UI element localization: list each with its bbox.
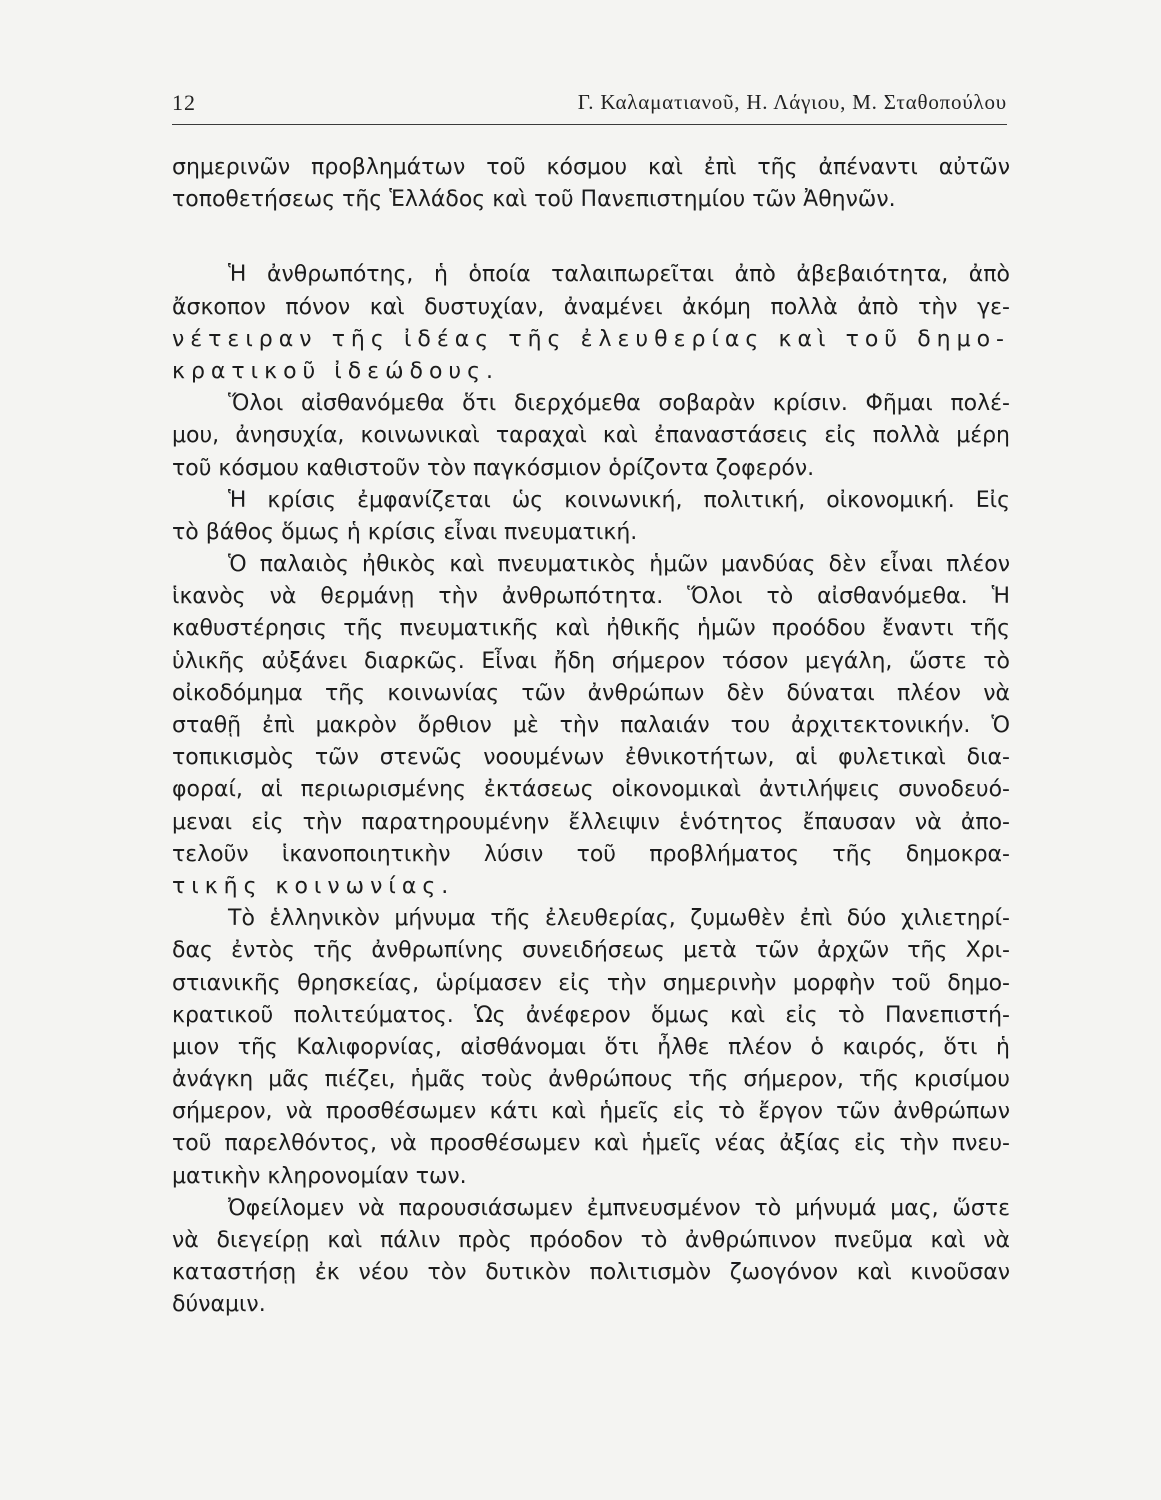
text-line: τοπικισμὸς τῶν στενῶς νοουμένων ἐθνικοτήτων, αἱ φυλετικαὶ δια- <box>172 745 1010 771</box>
text-line: τοῦ παρελθόντος, νὰ προσθέσωμεν καὶ ἡμεῖς νέας ἀξίας εἰς τὴν πνευ- <box>172 1131 1010 1157</box>
text-line: φοραί, αἱ περιωρισμένης ἐκτάσεως οἰκονομικαὶ ἀντιλήψεις συνοδευό- <box>172 777 1010 803</box>
text-line: τικῆς κοινωνίας. <box>172 873 455 899</box>
text-line: ἱκανὸς νὰ θερμάνῃ τὴν ἀνθρωπότητα. Ὅλοι τὸ αἰσθανόμεθα. Ἡ <box>172 584 1010 610</box>
text-line: στιανικῆς θρησκείας, ὡρίμασεν εἰς τὴν σημερινὴν μορφὴν τοῦ δημο- <box>172 970 1010 996</box>
text-line: σήμερον, νὰ προσθέσωμεν κάτι καὶ ἡμεῖς εἰς τὸ ἔργον τῶν ἀνθρώπων <box>172 1099 1010 1125</box>
text-line: μεναι εἰς τὴν παρατηρουμένην ἔλλειψιν ἑνότητος ἔπαυσαν νὰ ἀπο- <box>172 809 1010 835</box>
text-line: τοποθετήσεως τῆς Ἑλλάδος καὶ τοῦ Πανεπιστημίου τῶν Ἀθηνῶν. <box>172 187 896 213</box>
text-line: Τὸ ἑλληνικὸν μήνυμα τῆς ἐλευθερίας, ζυμωθὲν ἐπὶ δύο χιλιετηρί- <box>228 906 1010 932</box>
text-line: οἰκοδόμημα τῆς κοινωνίας τῶν ἀνθρώπων δὲν δύναται πλέον νὰ <box>172 680 1010 706</box>
page-header <box>172 84 1007 125</box>
text-line: κρατικοῦ ἰδεώδους. <box>172 358 500 384</box>
running-head: Γ. Καλαματιανοῦ, Η. Λάγιου, Μ. Σταθοπούλου <box>577 90 1007 114</box>
text-line: κρατικοῦ πολιτεύματος. Ὡς ἀνέφερον ὅμως καὶ εἰς τὸ Πανεπιστή- <box>172 1002 1010 1028</box>
text-line: ἄσκοπον πόνον καὶ δυστυχίαν, ἀναμένει ἀκόμη πολλὰ ἀπὸ τὴν γε- <box>172 294 1010 320</box>
text-line: τοῦ κόσμου καθιστοῦν τὸν παγκόσμιον ὁρίζοντα ζοφερόν. <box>172 455 815 481</box>
text-line: τὸ βάθος ὅμως ἡ κρίσις εἶναι πνευματική. <box>172 519 638 545</box>
text-line: μιον τῆς Καλιφορνίας, αἰσθάνομαι ὅτι ἦλθε πλέον ὁ καιρός, ὅτι ἡ <box>172 1034 1010 1060</box>
text-line: καταστήσῃ ἐκ νέου τὸν δυτικὸν πολιτισμὸν ζωογόνον καὶ κινοῦσαν <box>172 1260 1010 1286</box>
text-line: Ὅλοι αἰσθανόμεθα ὅτι διερχόμεθα σοβαρὰν κρίσιν. Φῆμαι πολέ- <box>228 391 1010 417</box>
text-line: σημερινῶν προβλημάτων τοῦ κόσμου καὶ ἐπὶ τῆς ἀπέναντι αὐτῶν <box>172 155 1010 180</box>
text-line: ὑλικῆς αὐξάνει διαρκῶς. Εἶναι ἤδη σήμερον τόσον μεγάλη, ὥστε τὸ <box>172 648 1010 674</box>
text-line: δας ἐντὸς τῆς ἀνθρωπίνης συνειδήσεως μετὰ τῶν ἀρχῶν τῆς Χρι- <box>172 938 1010 964</box>
text-line: Ἡ κρίσις ἐμφανίζεται ὡς κοινωνική, πολιτική, οἰκονομική. Εἰς <box>228 487 1010 513</box>
text-line: καθυστέρησις τῆς πνευματικῆς καὶ ἠθικῆς ἡμῶν προόδου ἔναντι τῆς <box>172 616 1010 642</box>
text-line: ματικὴν κληρονομίαν των. <box>172 1163 467 1189</box>
text-line: νέτειραν τῆς ἰδέας τῆς ἐλευθερίας καὶ τοῦ δημο- <box>172 326 1010 352</box>
text-line: δύναμιν. <box>172 1292 266 1318</box>
text-line: νὰ διεγείρῃ καὶ πάλιν πρὸς πρόοδον τὸ ἀνθρώπινον πνεῦμα καὶ νὰ <box>172 1228 1010 1253</box>
page-number: 12 <box>172 90 196 115</box>
text-line: μου, ἀνησυχία, κοινωνικαὶ ταραχαὶ καὶ ἐπαναστάσεις εἰς πολλὰ μέρη <box>172 423 1010 449</box>
body-text <box>172 152 1010 1322</box>
text-line: σταθῇ ἐπὶ μακρὸν ὄρθιον μὲ τὴν παλαιάν του ἀρχιτεκτονικήν. Ὁ <box>172 713 1010 738</box>
text-line: ἀνάγκη μᾶς πιέζει, ἡμᾶς τοὺς ἀνθρώπους τῆς σήμερον, τῆς κρισίμου <box>172 1067 1010 1093</box>
text-line: Ὁ παλαιὸς ἠθικὸς καὶ πνευματικὸς ἡμῶν μανδύας δὲν εἶναι πλέον <box>228 552 1010 578</box>
text-line: τελοῦν ἱκανοποιητικὴν λύσιν τοῦ προβλήματος τῆς δημοκρα- <box>172 841 1010 867</box>
text-line: Ἡ ἀνθρωπότης, ἡ ὁποία ταλαιπωρεῖται ἀπὸ ἀβεβαιότητα, ἀπὸ <box>228 262 1010 288</box>
text-line: Ὀφείλομεν νὰ παρουσιάσωμεν ἐμπνευσμένον τὸ μήνυμά μας, ὥστε <box>228 1195 1010 1221</box>
